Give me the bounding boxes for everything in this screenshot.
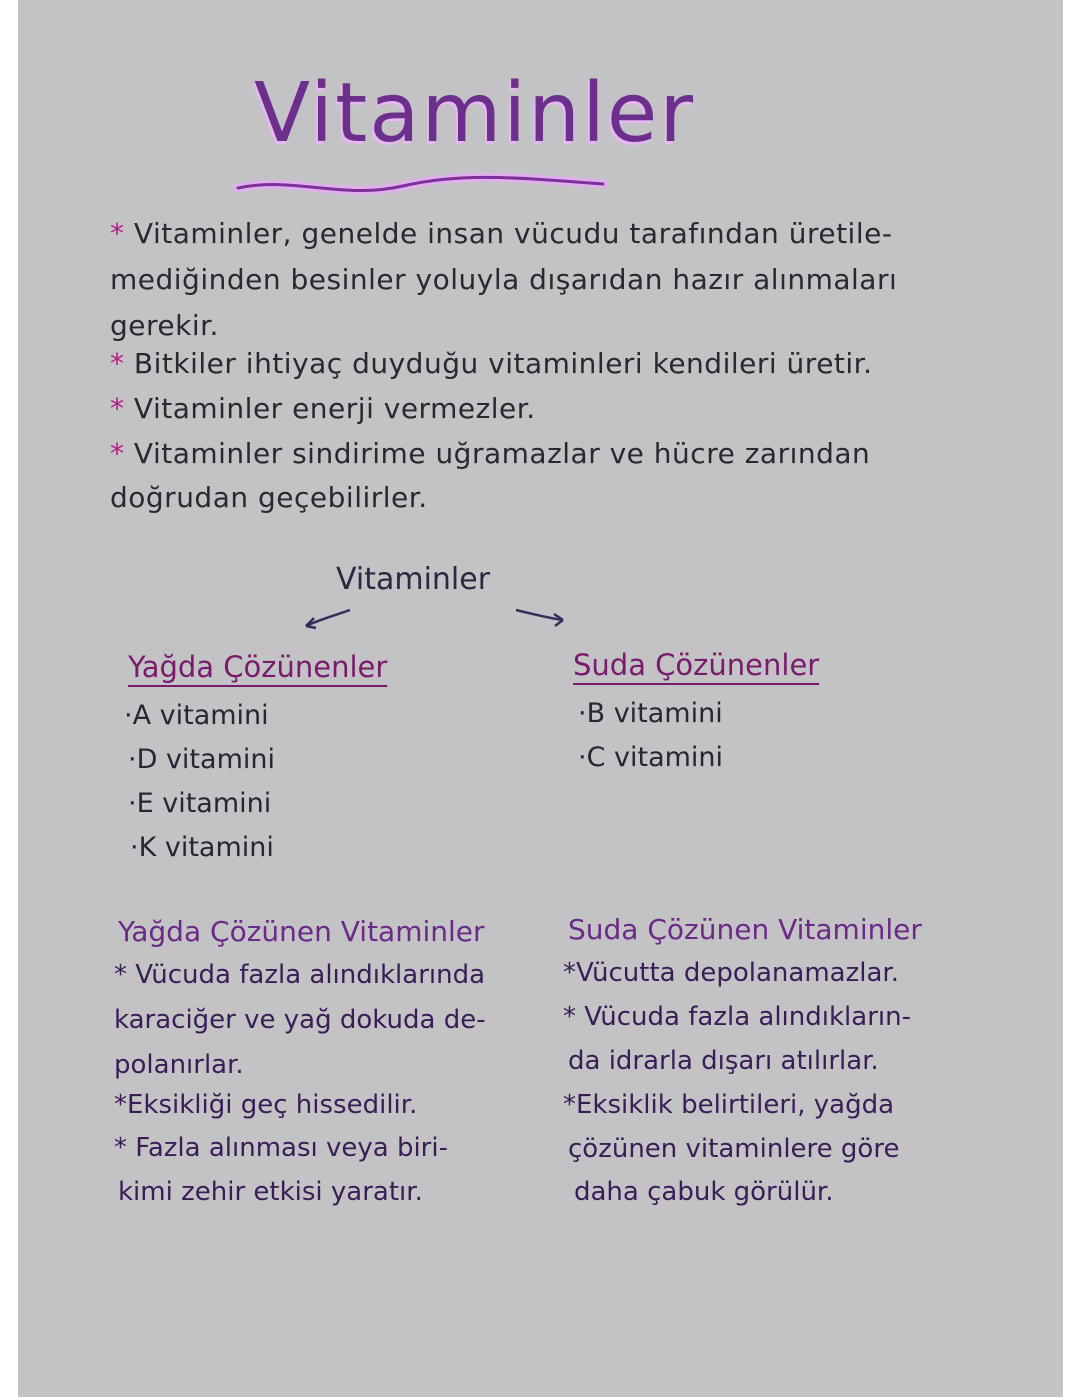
page-title: Vitaminler xyxy=(254,66,696,161)
fat-soluble-item: ·E vitamini xyxy=(128,788,272,819)
fat-soluble-item: ·D vitamini xyxy=(128,744,275,775)
water-soluble-line: * Vücuda fazla alındıkların- xyxy=(563,1002,911,1032)
water-soluble-section-heading: Suda Çözünen Vitaminler xyxy=(568,913,922,946)
water-soluble-heading: Suda Çözünenler xyxy=(573,648,820,682)
water-soluble-line: da idrarla dışarı atılırlar. xyxy=(568,1046,879,1076)
fat-soluble-section-heading: Yağda Çözünen Vitaminler xyxy=(118,915,485,948)
water-soluble-item: ·B vitamini xyxy=(578,698,723,729)
intro-line: * Bitkiler ihtiyaç duyduğu vitaminleri kendileri üretir. xyxy=(110,347,873,380)
tree-root-label: Vitaminler xyxy=(336,562,491,597)
intro-line: * Vitaminler, genelde insan vücudu tarafından üretile- xyxy=(110,217,893,250)
title-underline xyxy=(233,172,613,202)
intro-line: * Vitaminler sindirime uğramazlar ve hücre zarından xyxy=(110,437,871,470)
water-soluble-line: çözünen vitaminlere göre xyxy=(568,1134,900,1164)
fat-soluble-line: * Vücuda fazla alındıklarında xyxy=(114,960,486,990)
branch-arrows xyxy=(278,600,598,640)
intro-line: * Vitaminler enerji vermezler. xyxy=(110,392,536,425)
fat-soluble-line: karaciğer ve yağ dokuda de- xyxy=(114,1005,486,1035)
notebook-page xyxy=(18,0,1063,1397)
water-soluble-line: *Vücutta depolanamazlar. xyxy=(563,958,899,988)
water-soluble-line: *Eksiklik belirtileri, yağda xyxy=(563,1090,895,1120)
fat-soluble-item: ·K vitamini xyxy=(130,832,274,863)
fat-soluble-heading: Yağda Çözünenler xyxy=(128,650,388,684)
water-soluble-line: daha çabuk görülür. xyxy=(574,1177,834,1207)
fat-soluble-line: * Fazla alınması veya biri- xyxy=(114,1133,448,1163)
intro-line: mediğinden besinler yoluyla dışarıdan hazır alınmaları xyxy=(110,263,898,296)
water-soluble-item: ·C vitamini xyxy=(578,742,724,773)
fat-soluble-line: kimi zehir etkisi yaratır. xyxy=(118,1177,423,1207)
fat-soluble-item: ·A vitamini xyxy=(124,700,269,731)
intro-line: gerekir. xyxy=(110,309,219,342)
intro-line: doğrudan geçebilirler. xyxy=(110,481,428,514)
fat-soluble-line: polanırlar. xyxy=(114,1050,244,1080)
fat-soluble-line: *Eksikliği geç hissedilir. xyxy=(114,1090,418,1120)
